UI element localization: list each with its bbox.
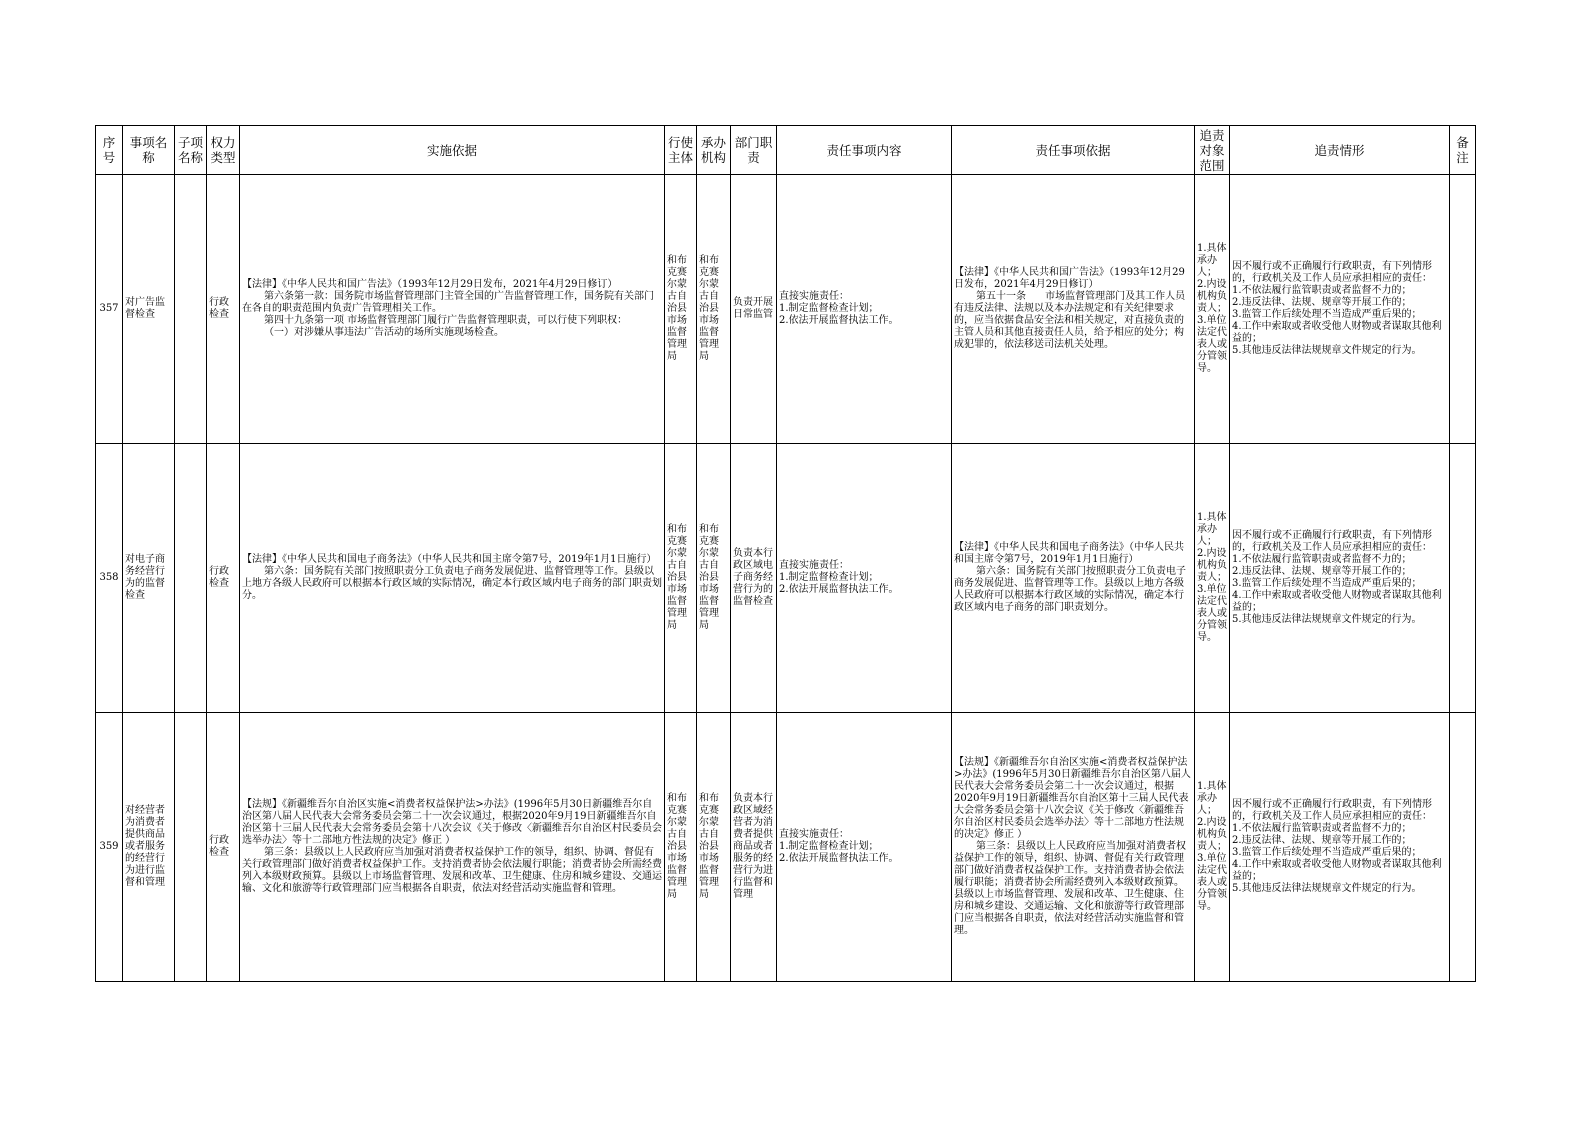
header-basis: 实施依据 — [240, 126, 665, 175]
cell-account-cases: 因不履行或不正确履行行政职责，有下列情形的，行政机关及工作人员应承担相应的责任： 1.不依法履行监管职责或者监督不力的； 2.违反法律、法规、规章等开展工作的； 3.监管工作后续处理不当造成严重后果的； 4.工作中索取或者收受他人财物或者谋取其他利益的； 5.其他违反法律法规规章文件规定的行为。 — [1230, 713, 1450, 982]
basis-paragraph: 【法律】《中华人民共和国广告法》（1993年12月29日发布，2021年4月29日修订） — [242, 279, 618, 290]
cell-resp-content: 直接实施责任： 1.制定监督检查计划； 2.依法开展监督执法工作。 — [777, 713, 952, 982]
resp-basis-paragraph: 【法律】《中华人民共和国广告法》（1993年12月29日发布，2021年4月29日修订） — [954, 267, 1185, 290]
cell-resp-content: 直接实施责任： 1.制定监督检查计划； 2.依法开展监督执法工作。 — [777, 175, 952, 444]
cell-agency: 和布克赛尔蒙古自治县市场监督管理局 — [697, 713, 731, 982]
header-account-cases: 追责情形 — [1230, 126, 1450, 175]
resp-basis-paragraph: 【法规】《新疆维吾尔自治区实施<消费者权益保护法>办法》(1996年5月30日新疆维吾尔自治区第八届人民代表大会常务委员会第二十一次会议通过，根据2020年9月19日新疆维吾尔自治区第十三届人民代表大会常务委员会第十八次会议《关于修改〈新疆维吾尔自治区村民委员会选举办法〉等十二部地方性法规的决定》修正 ） — [954, 757, 1191, 840]
power-list-table — [95, 125, 1476, 982]
table-row — [96, 444, 1476, 713]
cell-basis — [240, 444, 665, 713]
header-item-name: 事项名称 — [123, 126, 175, 175]
header-remark: 备注 — [1450, 126, 1476, 175]
cell-power-type: 行政检查 — [207, 175, 240, 444]
cell-resp-content: 直接实施责任： 1.制定监督检查计划； 2.依法开展监督执法工作。 — [777, 444, 952, 713]
cell-sub-item — [175, 444, 207, 713]
resp-basis-paragraph: 第五十一条 市场监督管理部门及其工作人员有违反法律、法规以及本办法规定和有关纪律要求的，应当依据食品安全法和相关规定，对直接负责的主管人员和其他直接责任人员，给予相应的处分；构成犯罪的，依法移送司法机关处理。 — [954, 291, 1186, 350]
cell-item-name: 对电子商务经营行为的监督检查 — [123, 444, 175, 713]
basis-paragraph: 第四十九条第一项 市场监督管理部门履行广告监督管理职责，可以行使下列职权： — [264, 315, 628, 326]
header-power-type: 权力类型 — [207, 126, 240, 175]
resp-basis-paragraph: 第六条：国务院有关部门按照职责分工负责电子商务发展促进、监督管理等工作。县级以上地方各级人民政府可以根据本行政区域的实际情况，确定本行政区域内电子商务的部门职责划分。 — [954, 566, 1186, 613]
cell-resp-basis — [952, 713, 1195, 982]
cell-item-name: 对经营者为消费者提供商品或者服务的经营行为进行监督和管理 — [123, 713, 175, 982]
cell-resp-basis — [952, 444, 1195, 713]
cell-account-cases: 因不履行或不正确履行行政职责，有下列情形的，行政机关及工作人员应承担相应的责任： 1.不依法履行监管职责或者监督不力的； 2.违反法律、法规、规章等开展工作的； 3.监管工作后续处理不当造成严重后果的； 4.工作中索取或者收受他人财物或者谋取其他利益的； 5.其他违反法律法规规章文件规定的行为。 — [1230, 175, 1450, 444]
header-subject: 行使主体 — [665, 126, 697, 175]
cell-agency: 和布克赛尔蒙古自治县市场监督管理局 — [697, 175, 731, 444]
cell-duty: 负责本行政区域电子商务经营行为的监督检查 — [731, 444, 777, 713]
cell-resp-basis — [952, 175, 1195, 444]
header-account-scope: 追责对象范围 — [1195, 126, 1230, 175]
header-row — [96, 126, 1476, 175]
cell-remark — [1450, 444, 1476, 713]
cell-duty: 负责开展日常监管 — [731, 175, 777, 444]
cell-basis — [240, 713, 665, 982]
cell-account-scope: 1.具体承办人； 2.内设机构负责人； 3.单位法定代表人或分管领导。 — [1195, 175, 1230, 444]
basis-paragraph: 【法规】《新疆维吾尔自治区实施<消费者权益保护法>办法》(1996年5月30日新疆维吾尔自治区第八届人民代表大会常务委员会第二十一次会议通过，根据2020年9月19日新疆维吾尔自治区第十三届人民代表大会常务委员会第十八次会议《关于修改〈新疆维吾尔自治区村民委员会选举办法〉等十二部地方性法规的决定》修正 ） — [242, 799, 662, 846]
header-seq: 序号 — [96, 126, 123, 175]
cell-remark — [1450, 175, 1476, 444]
basis-paragraph: 【法律】《中华人民共和国电子商务法》（中华人民共和国主席令第7号，2019年1月1日施行） — [242, 554, 657, 565]
basis-paragraph: 第六条第一款：国务院市场监督管理部门主管全国的广告监督管理工作，国务院有关部门在各自的职责范围内负责广告管理相关工作。 — [242, 291, 654, 314]
cell-subject: 和布克赛尔蒙古自治县市场监督管理局 — [665, 175, 697, 444]
header-resp-content: 责任事项内容 — [777, 126, 952, 175]
table-row — [96, 175, 1476, 444]
cell-subject: 和布克赛尔蒙古自治县市场监督管理局 — [665, 713, 697, 982]
cell-seq: 359 — [96, 713, 123, 982]
resp-basis-paragraph: 第三条：县级以上人民政府应当加强对消费者权益保护工作的领导，组织、协调、督促有关行政管理部门做好消费者权益保护工作。支持消费者协会依法履行职能；消费者协会所需经费列入本级财政预算。县级以上市场监督管理、发展和改革、卫生健康、住房和城乡建设、交通运输、文化和旅游等行政管理部门应当根据各自职责，依法对经营活动实施监督和管理。 — [954, 841, 1186, 936]
cell-basis — [240, 175, 665, 444]
resp-basis-paragraph: 【法律】《中华人民共和国电子商务法》（中华人民共和国主席令第7号，2019年1月1日施行） — [954, 542, 1184, 565]
header-sub-item: 子项名称 — [175, 126, 207, 175]
cell-remark — [1450, 713, 1476, 982]
basis-paragraph: （一）对涉嫌从事违法广告活动的场所实施现场检查。 — [264, 327, 504, 338]
header-resp-basis: 责任事项依据 — [952, 126, 1195, 175]
document-page — [95, 125, 1476, 982]
cell-agency: 和布克赛尔蒙古自治县市场监督管理局 — [697, 444, 731, 713]
cell-seq: 358 — [96, 444, 123, 713]
header-duty: 部门职责 — [731, 126, 777, 175]
basis-paragraph: 第六条：国务院有关部门按照职责分工负责电子商务发展促进、监督管理等工作。县级以上地方各级人民政府可以根据本行政区域的实际情况，确定本行政区域内电子商务的部门职责划分。 — [242, 566, 662, 601]
cell-account-scope: 1.具体承办人； 2.内设机构负责人； 3.单位法定代表人或分管领导。 — [1195, 713, 1230, 982]
table-row — [96, 713, 1476, 982]
cell-sub-item — [175, 713, 207, 982]
cell-account-scope: 1.具体承办人； 2.内设机构负责人； 3.单位法定代表人或分管领导。 — [1195, 444, 1230, 713]
cell-account-cases: 因不履行或不正确履行行政职责，有下列情形的，行政机关及工作人员应承担相应的责任： 1.不依法履行监管职责或者监督不力的； 2.违反法律、法规、规章等开展工作的； 3.监管工作后续处理不当造成严重后果的； 4.工作中索取或者收受他人财物或者谋取其他利益的； 5.其他违反法律法规规章文件规定的行为。 — [1230, 444, 1450, 713]
basis-paragraph: 第三条：县级以上人民政府应当加强对消费者权益保护工作的领导，组织、协调、督促有关行政管理部门做好消费者权益保护工作。支持消费者协会依法履行职能；消费者协会所需经费列入本级财政预算。县级以上市场监督管理、发展和改革、卫生健康、住房和城乡建设、交通运输、文化和旅游等行政管理部门应当根据各自职责，依法对经营活动实施监督和管理。 — [242, 847, 662, 894]
cell-subject: 和布克赛尔蒙古自治县市场监督管理局 — [665, 444, 697, 713]
cell-duty: 负责本行政区域经营者为消费者提供商品或者服务的经营行为进行监督和管理 — [731, 713, 777, 982]
cell-sub-item — [175, 175, 207, 444]
cell-power-type: 行政检查 — [207, 713, 240, 982]
cell-power-type: 行政检查 — [207, 444, 240, 713]
cell-item-name: 对广告监督检查 — [123, 175, 175, 444]
cell-seq: 357 — [96, 175, 123, 444]
header-agency: 承办机构 — [697, 126, 731, 175]
